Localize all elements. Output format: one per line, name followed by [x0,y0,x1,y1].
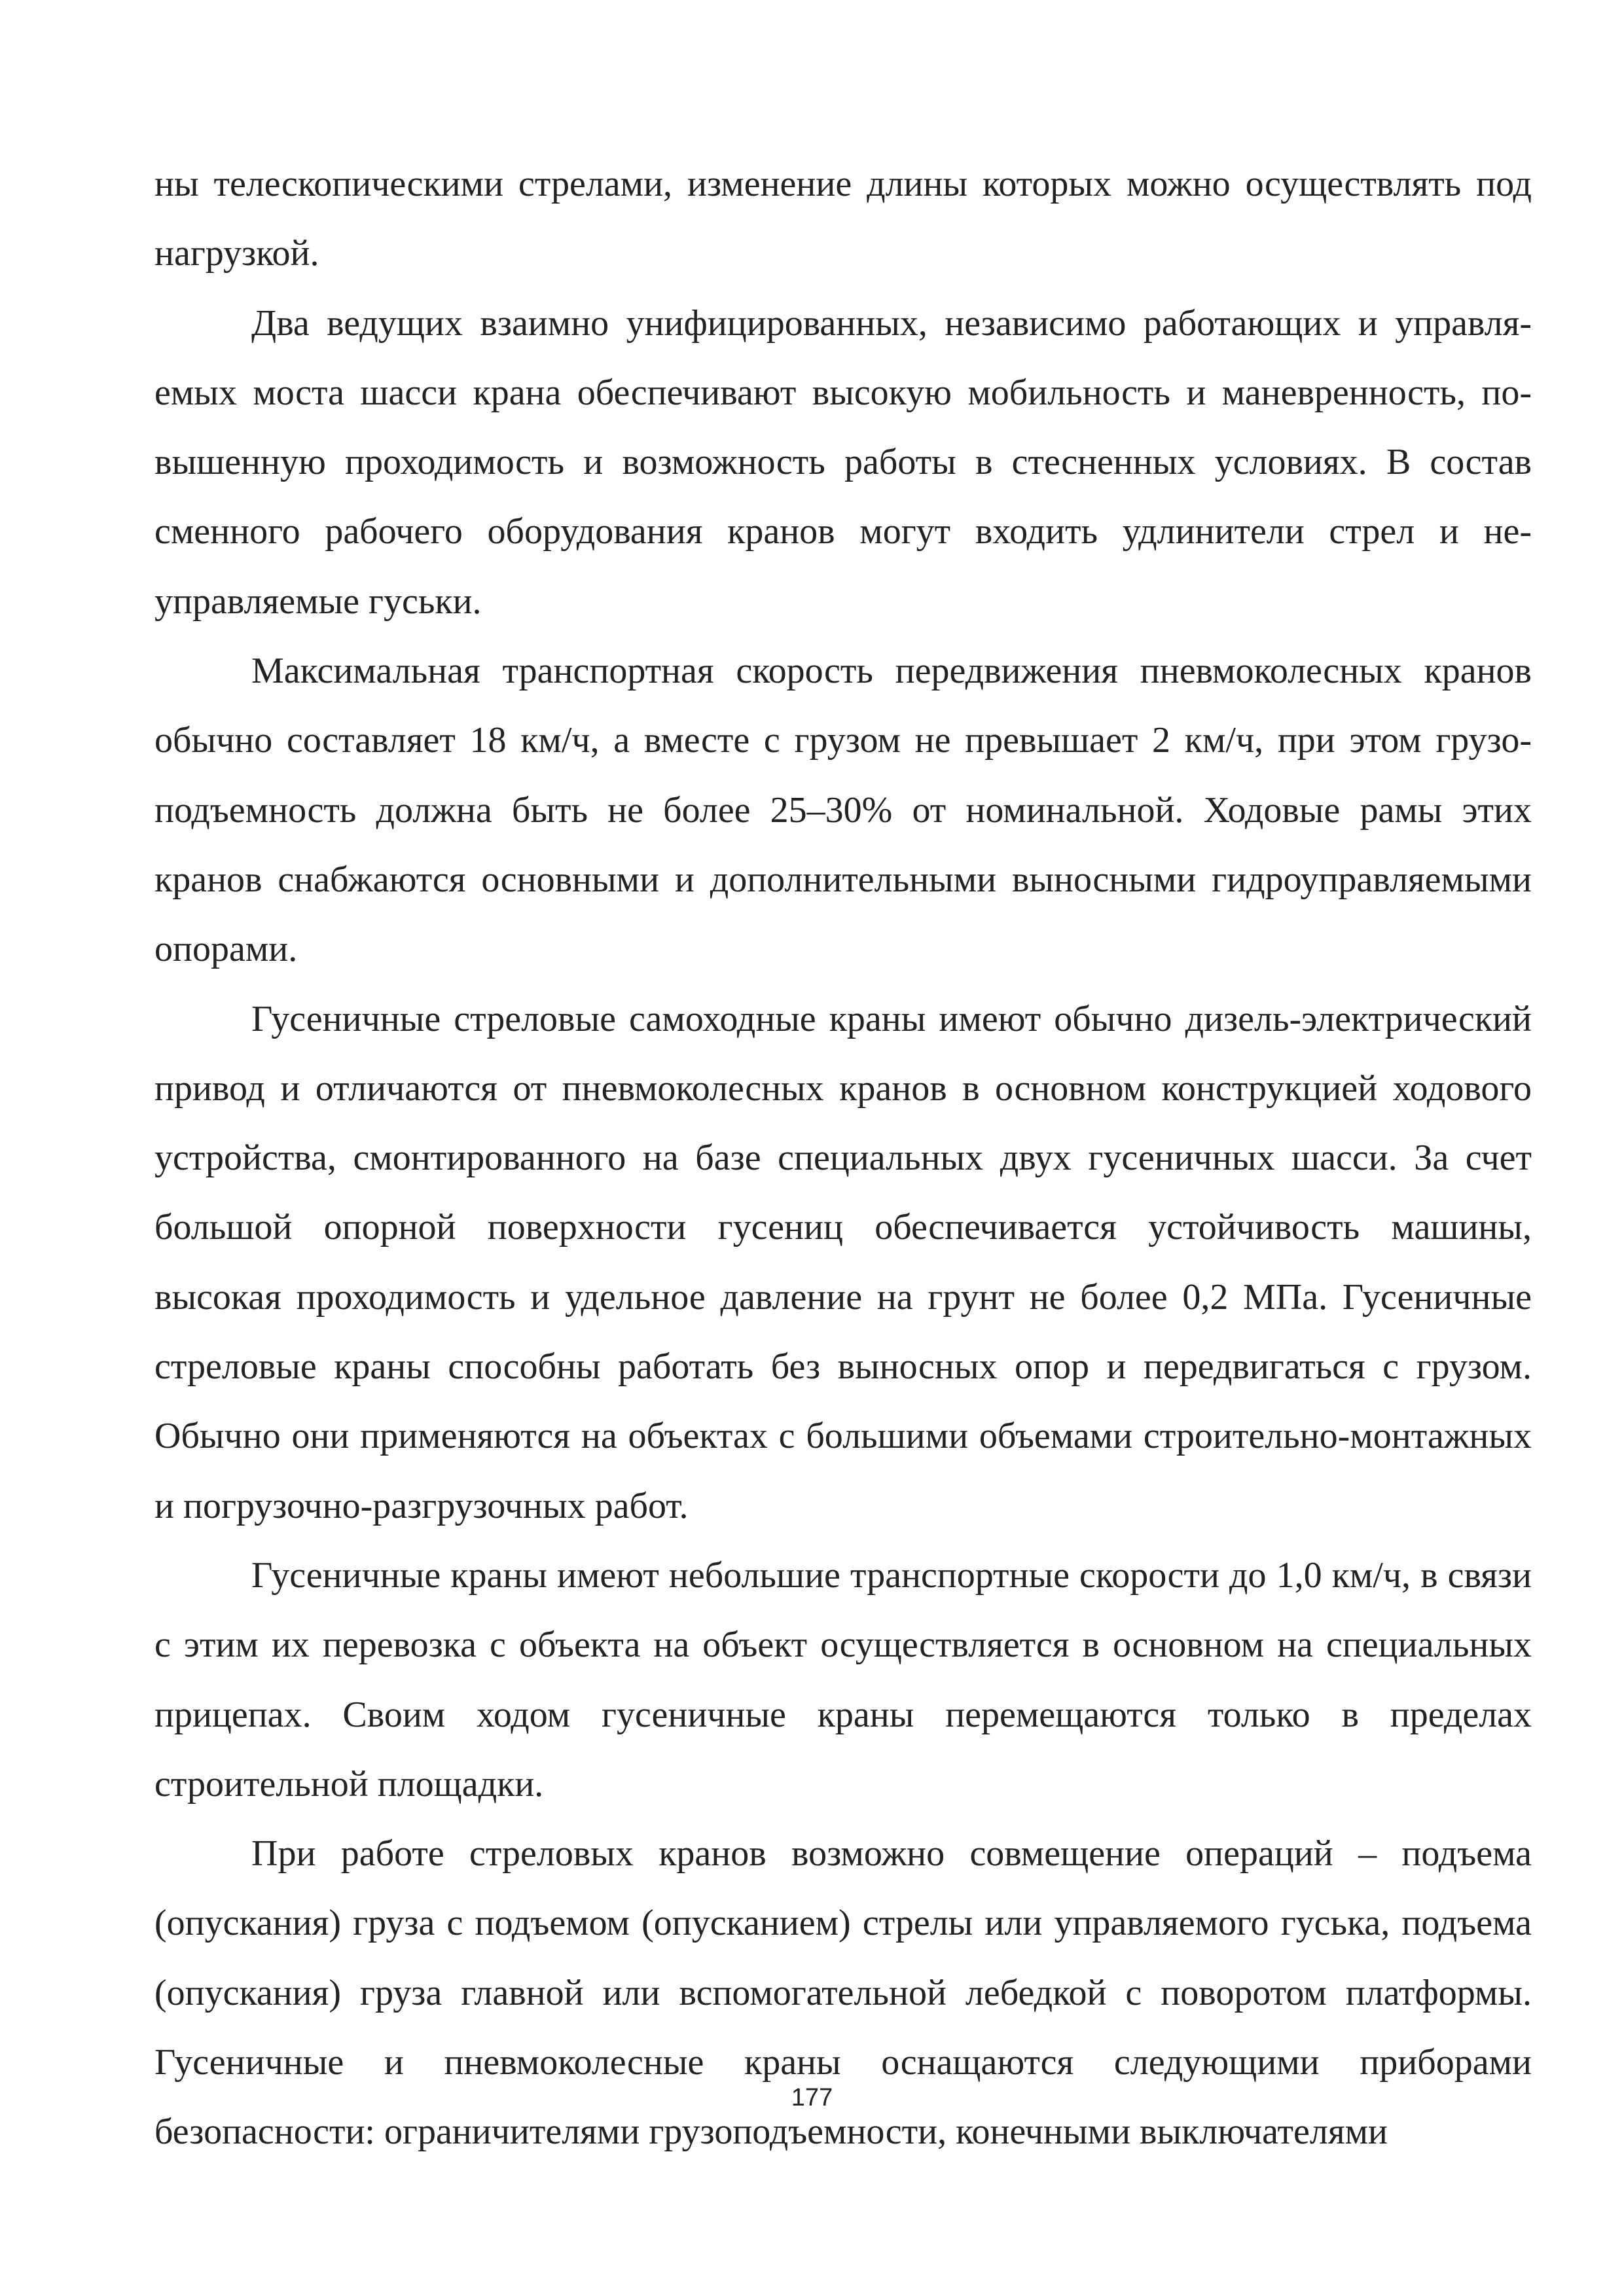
paragraph-bridges: Два ведущих взаимно унифицированных, независимо работающих и управляемых моста шасси крана обеспечивают высокую мобильность и маневренность, повышенную проходимость и возможность работы в стесненных условиях. В состав сменного рабочего оборудования кранов могут входить удлинители стрел и неуправляемые гуськи. [154,302,1532,622]
body-text [154,149,1532,2167]
paragraph-operations: При работе стреловых кранов возможно совмещение операций – подъема (опускания) груза с подъемом (опусканием) стрелы или управляемого гуська, подъема (опускания) груза главной или вспомогательной лебедкой с поворотом платформы. Гусеничные и пневмоколесные краны оснащаются следующими приборами безопасности: ограничителями грузоподъемности, конечными выключателями [154,1833,1532,2153]
paragraph-crawler-cranes: Гусеничные стреловые самоходные краны имеют обычно дизель-электрический привод и отличаются от пневмоколесных кранов в основном конструкцией ходового устройства, смонтированного на базе специальных двух гусеничных шасси. За счет большой опорной поверхности гусениц обеспечивается устойчивость машины, высокая проходимость и удельное давление на грунт не более 0,2 МПа. Гусеничные стреловые краны способны работать без выносных опор и передвигаться с грузом. Обычно они применяются на объектах с большими объемами строительно-монтажных и погрузочно-разгрузочных работ. [154,998,1532,1526]
paragraph-transport-speed: Максимальная транспортная скорость передвижения пневмоколесных кранов обычно составляет 18 км/ч, а вместе с грузом не превышает 2 км/ч, при этом грузоподъемность должна быть не более 25–30% от номинальной. Ходовые рамы этих кранов снабжаются основными и дополнительными выносными гидроуправляемыми опорами. [154,651,1532,970]
page-number: 177 [791,2084,833,2111]
paragraph-crawler-speed: Гусеничные краны имеют небольшие транспортные скорости до 1,0 км/ч, в связи с этим их перевозка с объекта на объект осуществляется в основном на специальных прицепах. Своим ходом гусеничные краны перемещаются только в пределах строительной площадки. [154,1554,1532,1804]
paragraph-continuation: ны телескопическими стрелами, изменение длины которых можно осуществлять под нагрузкой. [154,164,1532,274]
